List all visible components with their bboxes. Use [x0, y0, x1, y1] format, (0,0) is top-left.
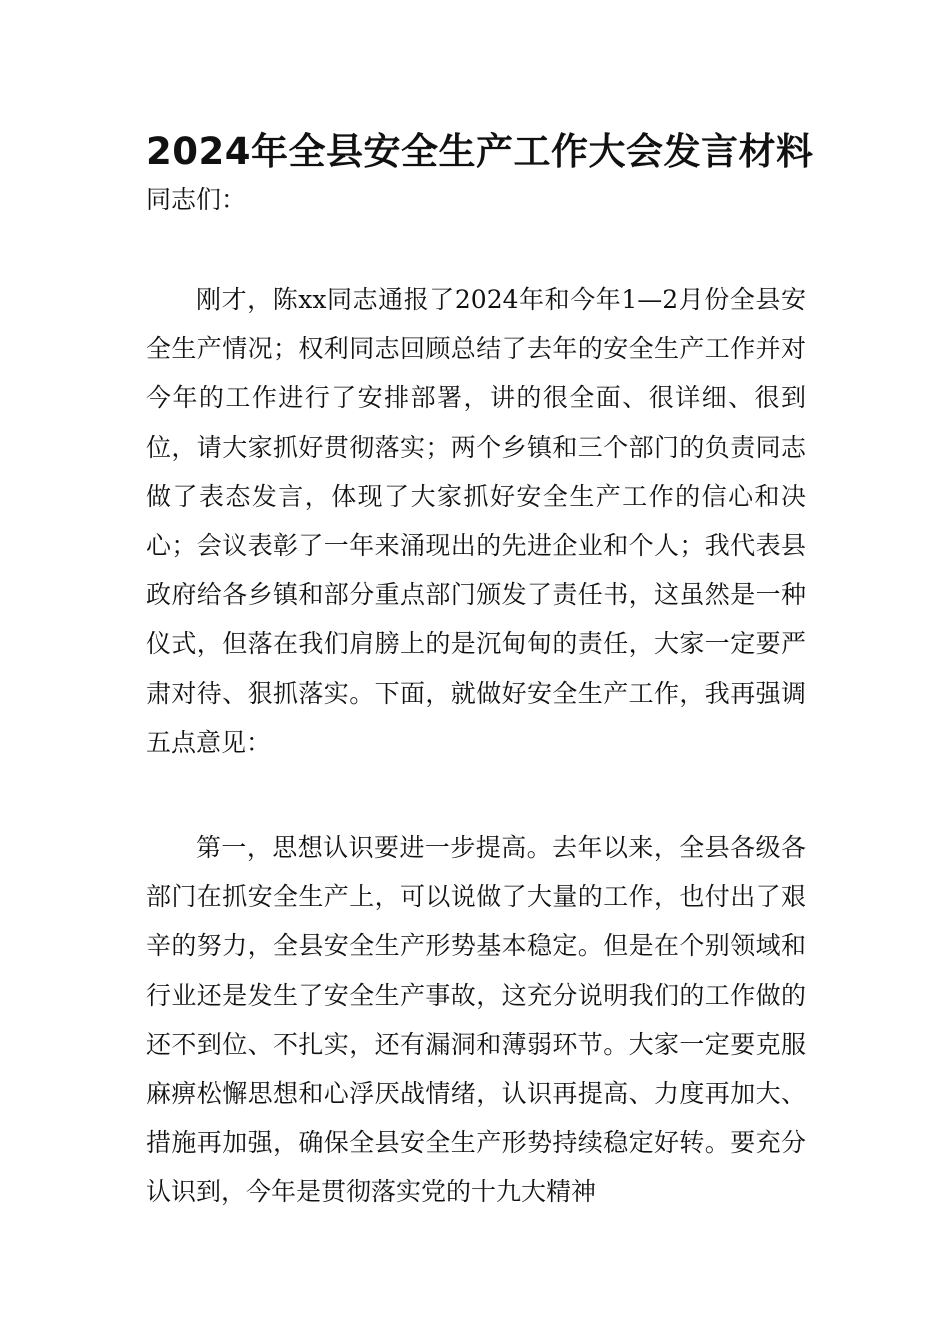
salutation: 同志们：	[146, 185, 247, 214]
document-title: 2024年全县安全生产工作大会发言材料	[146, 130, 814, 173]
paragraph-1: 刚才，陈xx同志通报了2024年和今年1—2月份全县安全生产情况；权利同志回顾总结了去年的安全生产工作并对今年的工作进行了安排部署，讲的很全面、很详细、很到位，请大家抓好贯彻落实；两个乡镇和三个部门的负责同志做了表态发言，体现了大家抓好安全生产工作的信心和决心；会议表彰了一年来涌现出的先进企业和个人；我代表县政府给各乡镇和部分重点部门颁发了责任书，这虽然是一种仪式，但落在我们肩膀上的是沉甸甸的责任，大家一定要严肃对待、狠抓落实。下面，就做好安全生产工作，我再强调五点意见：	[146, 285, 806, 757]
paragraph-2: 第一，思想认识要进一步提高。去年以来，全县各级各部门在抓安全生产上，可以说做了大量的工作，也付出了艰辛的努力，全县安全生产形势基本稳定。但是在个别领域和行业还是发生了安全生产事故，这充分说明我们的工作做的还不到位、不扎实，还有漏洞和薄弱环节。大家一定要克服麻痹松懈思想和心浮厌战情绪，认识再提高、力度再加大、措施再加强，确保全县安全生产形势持续稳定好转。要充分认识到，今年是贯彻落实党的十九大精神	[146, 833, 806, 1207]
